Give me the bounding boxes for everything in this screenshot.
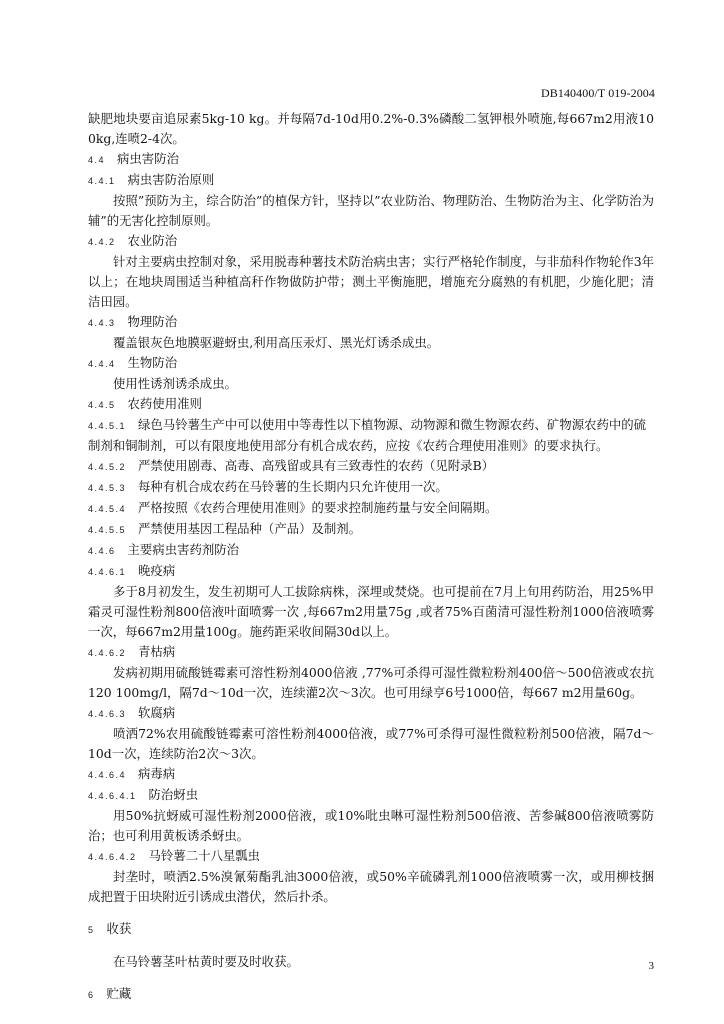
section-title: 防治蚜虫 — [148, 787, 199, 802]
section-number: 4.4.6.2 — [88, 648, 127, 658]
section-number: 4.4.6.4.2 — [88, 852, 137, 862]
section-number: 4.4.6.4.1 — [88, 791, 137, 801]
paragraph: 用50%抗蚜威可湿性粉剂2000倍液，或10%吡虫啉可湿性粉剂500倍液、苦参碱800倍液喷雾防治；也可利用黄板诱杀蚜虫。 — [88, 808, 654, 843]
section-title: 每种有机合成农药在马铃薯的生长期内只允许使用一次。 — [138, 479, 448, 494]
standard-code: DB140400/T 019-2004 — [540, 86, 655, 100]
section-heading — [88, 642, 654, 663]
section-heading — [88, 394, 654, 415]
section-heading — [88, 498, 654, 519]
section-title: 病虫害防治原则 — [127, 172, 215, 187]
section-title: 贮藏 — [106, 986, 132, 1001]
section-heading — [88, 519, 654, 540]
section-number: 5 — [88, 925, 95, 935]
section-number: 4.4 — [88, 155, 106, 165]
section-number: 4.4.5.1 — [88, 421, 127, 431]
section-heading — [88, 785, 654, 806]
paragraph: 在马铃薯茎叶枯黄时要及时收获。 — [113, 954, 299, 969]
section-number: 4.4.6.3 — [88, 709, 127, 719]
section-heading — [88, 703, 654, 724]
document-body — [88, 109, 654, 1017]
section-number: 4.4.5.4 — [88, 504, 127, 514]
section-heading — [88, 170, 654, 191]
section-number: 4.4.5.2 — [88, 462, 127, 472]
paragraph: 多于8月初发生，发生初期可人工拔除病株，深埋或焚烧。也可提前在7月上旬用药防治，用25%甲霜灵可湿性粉剂800倍液叶面喷雾一次 ,每667m2用量75g ,或者75%百菌清可湿性粉剂1000倍液喷雾一次，每667m2用量100g。施药距采收间隔30d以上。 — [88, 584, 654, 639]
section-heading — [88, 846, 654, 867]
section-title: 收获 — [106, 921, 132, 936]
paragraph: 覆盖银灰色地膜驱避蚜虫,利用高压汞灯、黑光灯诱杀成虫。 — [113, 335, 440, 350]
paragraph: 封垄时，喷洒2.5%溴氰菊酯乳油3000倍液，或50%辛硫磷乳剂1000倍液喷雾一次，或用柳枝捆成把置于田块附近引诱成虫潜伏，然后扑杀。 — [88, 869, 654, 904]
section-title: 晚疫病 — [138, 563, 176, 578]
section-title: 严格按照《农药合理使用准则》的要求控制施药量与安全间隔期。 — [138, 500, 498, 515]
section-title: 农药使用准则 — [127, 396, 202, 411]
section-heading — [88, 456, 654, 477]
paragraph: 针对主要病虫控制对象，采用脱毒种薯技术防治病虫害；实行严格轮作制度，与非茄科作物轮作3年以上；在地块周围适当种植高秆作物做防护带；测土平衡施肥，增施充分腐熟的有机肥，少施化肥；清洁田园。 — [88, 254, 654, 309]
section-heading — [88, 231, 654, 252]
paragraph: 喷洒72%农用硫酸链霉素可溶性粉剂4000倍液，或77%可杀得可湿性微粒粉剂500倍液，隔7d～10d一次，连续防治2次～3次。 — [88, 726, 654, 761]
section-title: 生物防治 — [127, 355, 178, 370]
section-title: 病毒病 — [138, 766, 176, 781]
section-heading — [88, 540, 654, 561]
chapter-heading — [88, 984, 654, 1005]
section-number: 4.4.5.5 — [88, 525, 127, 535]
section-heading — [88, 353, 654, 374]
section-number: 4.4.6 — [88, 546, 116, 556]
section-heading — [88, 561, 654, 582]
section-heading — [88, 477, 654, 498]
section-number: 4.4.1 — [88, 176, 116, 186]
chapter-heading — [88, 919, 654, 940]
section-title: 青枯病 — [138, 644, 176, 659]
section-title: 严禁使用剧毒、高毒、高残留或具有三致毒性的农药（见附录B） — [138, 458, 495, 473]
section-number: 4.4.5 — [88, 400, 116, 410]
section-title: 绿色马铃薯生产中可以使用中等毒性以下植物源、动物源和微生物源农药、矿物源农药中的硫制剂和铜制剂，可以有限度地使用部分有机合成农药，应按《农药合理使用准则》的要求执行。 — [88, 417, 647, 453]
section-title: 物理防治 — [127, 314, 178, 329]
section-number: 4.4.5.3 — [88, 483, 127, 493]
section-number: 4.4.2 — [88, 237, 116, 247]
section-heading — [88, 149, 654, 170]
paragraph: 发病初期用硫酸链霉素可溶性粉剂4000倍液 ,77%可杀得可湿性微粒粉剂400倍～500倍液或农抗120 100mg/l，隔7d～10d一次，连续灌2次～3次。也可用绿亨6号1000倍，每667 m2用量60g。 — [88, 665, 654, 700]
section-heading — [88, 764, 654, 785]
page-number: 3 — [648, 960, 654, 972]
paragraph: 缺肥地块要亩追尿素5kg-10 kg。并每隔7d-10d用0.2%-0.3%磷酸二氢钾根外喷施,每667m2用液100kg,连喷2-4次。 — [88, 111, 654, 146]
paragraph: 按照”预防为主，综合防治”的植保方针，坚持以”农业防治、物理防治、生物防治为主、化学防治为辅”的无害化控制原则。 — [88, 193, 654, 228]
section-title: 主要病虫害药剂防治 — [127, 542, 240, 557]
section-heading — [88, 415, 654, 456]
section-title: 软腐病 — [138, 705, 176, 720]
section-number: 6 — [88, 990, 95, 1000]
section-number: 4.4.3 — [88, 318, 116, 328]
section-number: 4.4.4 — [88, 359, 116, 369]
section-title: 马铃薯二十八星瓢虫 — [148, 848, 261, 863]
section-title: 严禁使用基因工程品种（产品）及制剂。 — [138, 521, 362, 536]
section-number: 4.4.6.4 — [88, 770, 127, 780]
section-heading — [88, 312, 654, 333]
section-number: 4.4.6.1 — [88, 567, 127, 577]
paragraph: 使用性诱剂诱杀成虫。 — [113, 376, 237, 391]
section-title: 病虫害防治 — [117, 151, 179, 166]
section-title: 农业防治 — [127, 233, 178, 248]
